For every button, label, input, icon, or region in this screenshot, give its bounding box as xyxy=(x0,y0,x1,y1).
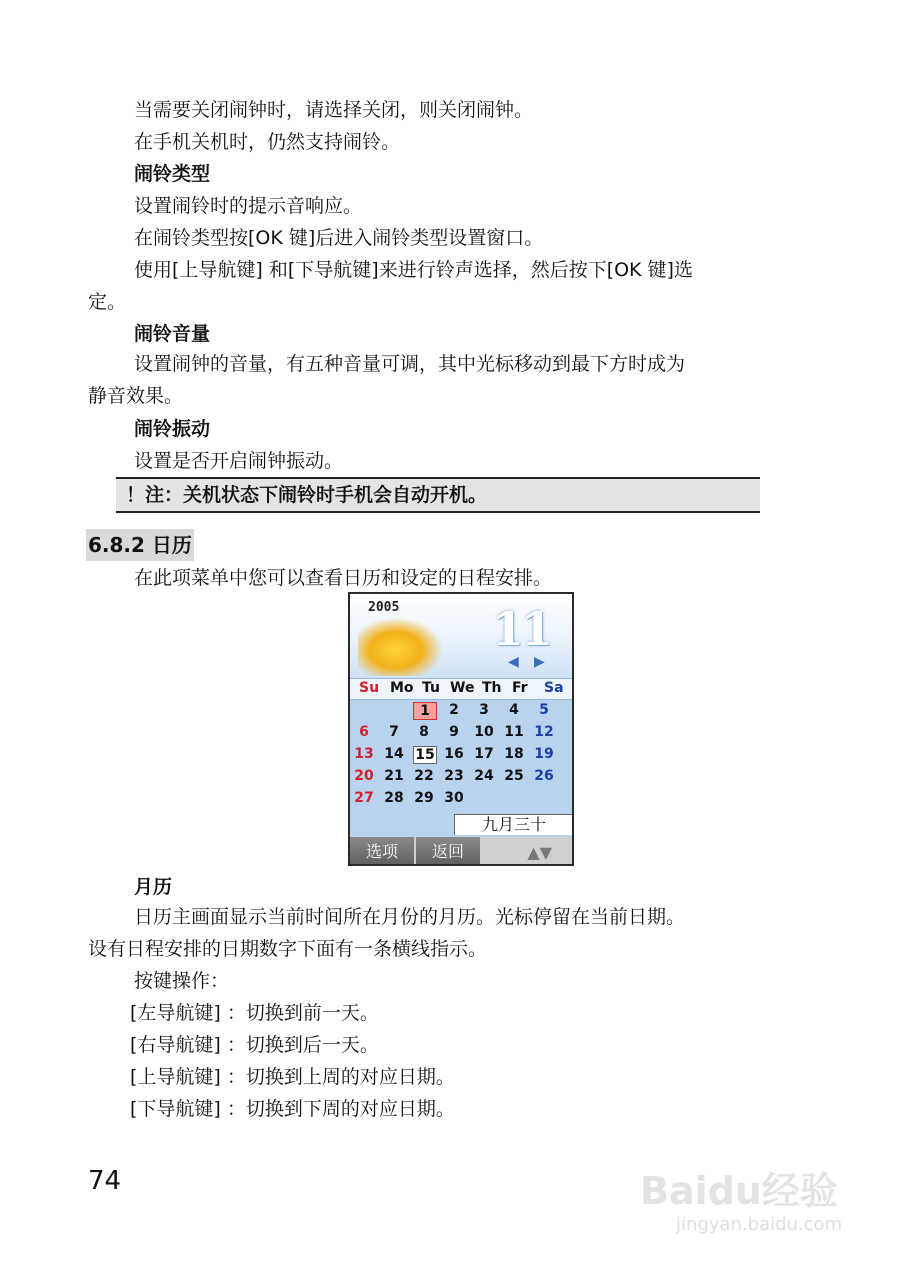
note-box: ！注：关机状态下闹铃时手机会自动开机。 xyxy=(116,477,760,513)
maple-leaf-icon xyxy=(358,618,442,676)
calendar-day[interactable]: 27 xyxy=(354,790,374,806)
lunar-date: 九月三十 xyxy=(454,814,573,835)
text-line: 静音效果。 xyxy=(88,385,184,407)
calendar-day[interactable]: 14 xyxy=(384,746,404,762)
text-line: 设置闹铃时的提示音响应。 xyxy=(134,195,363,217)
key-description: [右导航键] ：切换到后一天。 xyxy=(130,1034,379,1056)
arrow-right-icon[interactable]: ▶ xyxy=(534,654,545,670)
calendar-day[interactable]: 7 xyxy=(389,724,399,740)
nav-arrows-icon: ▲▼ xyxy=(527,843,552,862)
text-line: 在此项菜单中您可以查看日历和设定的日程安排。 xyxy=(134,567,553,589)
softkey-back-button[interactable]: 返回 xyxy=(416,837,480,866)
heading-month-calendar: 月历 xyxy=(134,876,173,898)
weekday-label: Th xyxy=(482,680,502,696)
weekday-label: Sa xyxy=(544,680,564,696)
text-line: 在闹铃类型按[OK 键]后进入闹铃类型设置窗口。 xyxy=(134,227,544,249)
arrow-left-icon[interactable]: ◀ xyxy=(508,654,519,670)
calendar-day[interactable]: 25 xyxy=(504,768,524,784)
calendar-day[interactable]: 21 xyxy=(384,768,404,784)
calendar-year: 2005 xyxy=(368,600,400,615)
text-line: 定。 xyxy=(88,291,127,313)
calendar-day[interactable]: 22 xyxy=(414,768,434,784)
calendar-header xyxy=(350,594,572,678)
text-line: 设置是否开启闹钟振动。 xyxy=(134,450,344,472)
weekday-label: Su xyxy=(359,680,380,696)
key-description: [上导航键] ：切换到上周的对应日期。 xyxy=(130,1066,455,1088)
calendar-day[interactable]: 4 xyxy=(509,702,519,718)
calendar-day[interactable]: 9 xyxy=(449,724,459,740)
calendar-month: 11 xyxy=(491,602,550,656)
calendar-day[interactable]: 29 xyxy=(414,790,434,806)
calendar-day[interactable]: 6 xyxy=(359,724,369,740)
softkey-bar xyxy=(350,837,572,866)
calendar-day[interactable]: 28 xyxy=(384,790,404,806)
text-line: 在手机关机时，仍然支持闹铃。 xyxy=(134,131,401,153)
calendar-day[interactable]: 23 xyxy=(444,768,464,784)
calendar-day[interactable]: 20 xyxy=(354,768,374,784)
calendar-day[interactable]: 30 xyxy=(444,790,464,806)
calendar-day[interactable]: 8 xyxy=(419,724,429,740)
calendar-day[interactable]: 24 xyxy=(474,768,494,784)
softkey-options-button[interactable]: 选项 xyxy=(350,837,414,866)
page-number: 74 xyxy=(88,1166,122,1196)
text-line: 设置闹钟的音量，有五种音量可调，其中光标移动到最下方时成为 xyxy=(134,353,686,375)
calendar-day[interactable]: 11 xyxy=(504,724,524,740)
heading-alarm-vibration: 闹铃振动 xyxy=(134,418,211,440)
calendar-day[interactable]: 16 xyxy=(444,746,464,762)
calendar-day[interactable]: 26 xyxy=(534,768,554,784)
calendar-day[interactable]: 5 xyxy=(539,702,549,718)
weekday-label: Fr xyxy=(512,680,528,696)
calendar-day[interactable]: 12 xyxy=(534,724,554,740)
calendar-day[interactable]: 10 xyxy=(474,724,494,740)
calendar-day[interactable]: 3 xyxy=(479,702,489,718)
text-line: 按键操作： xyxy=(134,970,230,992)
weekday-label: Tu xyxy=(422,680,440,696)
section-heading: 6.8.2 日历 xyxy=(86,529,194,561)
text-line: 当需要关闭闹钟时，请选择关闭，则关闭闹钟。 xyxy=(134,99,534,121)
key-description: [下导航键] ：切换到下周的对应日期。 xyxy=(130,1098,455,1120)
heading-alarm-volume: 闹铃音量 xyxy=(134,323,211,345)
weekday-label: We xyxy=(450,680,475,696)
calendar-day[interactable]: 15 xyxy=(413,746,437,764)
text-line: 日历主画面显示当前时间所在月份的月历。光标停留在当前日期。 xyxy=(134,906,686,928)
calendar-day[interactable]: 1 xyxy=(413,702,437,720)
text-line: 设有日程安排的日期数字下面有一条横线指示。 xyxy=(88,938,488,960)
watermark-logo: Baidu经验 xyxy=(640,1169,838,1213)
watermark-url: jingyan.baidu.com xyxy=(676,1214,843,1235)
calendar-day[interactable]: 18 xyxy=(504,746,524,762)
phone-calendar-screen xyxy=(348,592,574,866)
calendar-day[interactable]: 13 xyxy=(354,746,374,762)
heading-alarm-type: 闹铃类型 xyxy=(134,163,211,185)
calendar-day[interactable]: 2 xyxy=(449,702,459,718)
text-line: 使用[上导航键] 和[下导航键]来进行铃声选择，然后按下[OK 键]选 xyxy=(134,259,693,281)
weekday-label: Mo xyxy=(390,680,414,696)
key-description: [左导航键] ：切换到前一天。 xyxy=(130,1002,379,1024)
calendar-day[interactable]: 19 xyxy=(534,746,554,762)
calendar-day[interactable]: 17 xyxy=(474,746,494,762)
weekday-header xyxy=(350,678,572,700)
